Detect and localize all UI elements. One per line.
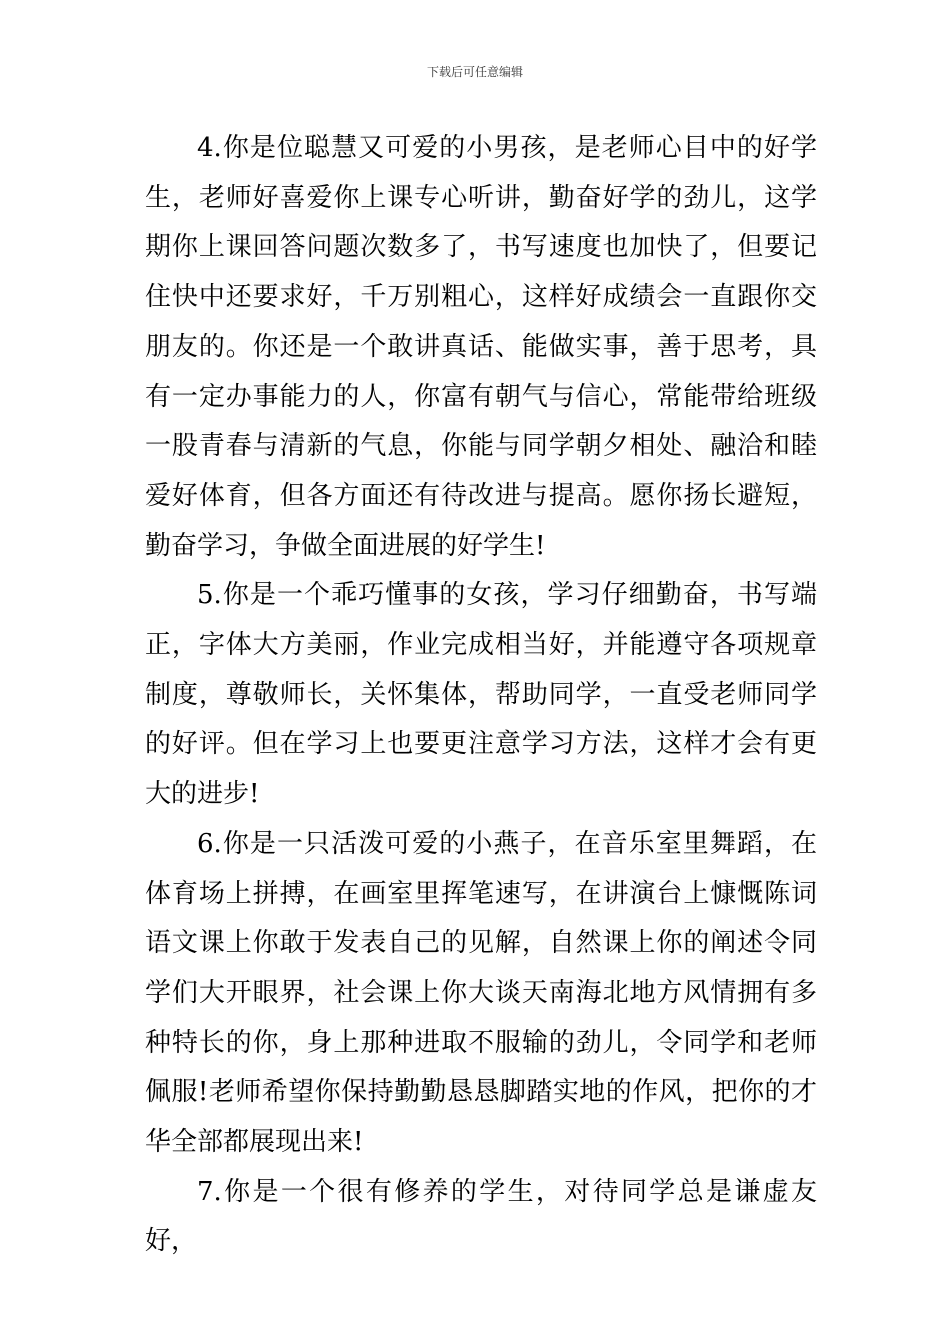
paragraph-7: 7.你是一个很有修养的学生，对待同学总是谦虚友好， — [145, 1176, 817, 1257]
page-header: 下载后可任意编辑 — [426, 65, 523, 79]
paragraph-6: 6.你是一只活泼可爱的小燕子，在音乐室里舞蹈，在体育场上拼搏，在画室里挥笔速写，在讲演台上慷慨陈词语文课上你敢于发表自己的见解，自然课上你的阐述令同学们大开眼界，社会课上你大谈天南海北地方风情拥有多种特长的你，身上那种进取不服输的劲儿，令同学和老师佩服!老师希望你保持勤勤恳恳脚踏实地的作风，把你的才华全部都展现出来! — [145, 828, 817, 1158]
document-body — [145, 124, 817, 1267]
paragraph-5: 5.你是一个乖巧懂事的女孩，学习仔细勤奋，书写端正，字体大方美丽，作业完成相当好，并能遵守各项规章制度，尊敬师长，关怀集体，帮助同学，一直受老师同学的好评。但在学习上也要更注意学习方法，这样才会有更大的进步! — [145, 580, 817, 810]
paragraph-4: 4.你是位聪慧又可爱的小男孩，是老师心目中的好学生，老师好喜爱你上课专心听讲，勤奋好学的劲儿，这学期你上课回答问题次数多了，书写速度也加快了，但要记住快中还要求好，千万别粗心，这样好成绩会一直跟你交朋友的。你还是一个敢讲真话、能做实事，善于思考，具有一定办事能力的人，你富有朝气与信心，常能带给班级一股青春与清新的气息，你能与同学朝夕相处、融洽和睦爱好体育，但各方面还有待改进与提高。愿你扬长避短，勤奋学习，争做全面进展的好学生! — [145, 133, 817, 561]
